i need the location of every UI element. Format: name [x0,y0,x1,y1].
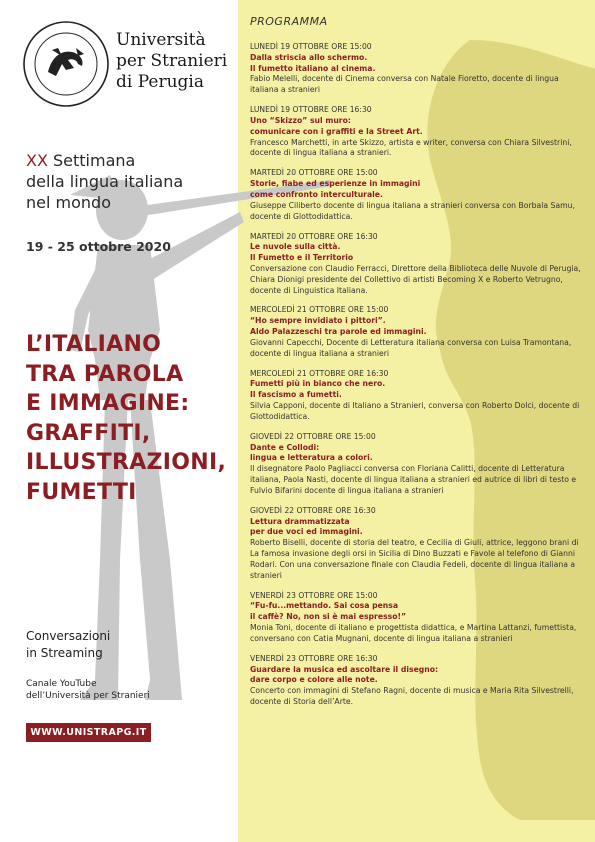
streaming-label [26,628,110,662]
event-title-line: “Ho sempre invidiato i pittori”. [250,316,386,326]
event-datetime: LUNEDÌ 19 OTTOBRE ORE 16:30 [250,105,372,115]
event-title-line: Le nuvole sulla città. [250,242,341,252]
university-name-line: per Stranieri [116,51,228,71]
event-datetime: VENERDÌ 23 OTTOBRE ORE 15:00 [250,590,378,600]
streaming-line: in Streaming [26,646,103,660]
event-description: Concerto con immagini di Stefano Ragni, docente di musica e Maria Rita Silvestrelli, docente di Storia dell’Arte. [250,686,574,706]
event-description: Il disegnatore Paolo Pagliacci conversa con Floriana Calitti, docente di Letteratura italiana, Paola Nasti, docente di lingua italiana a stranieri ed autrice di libri di testo e Fulvio Bifarini docente di lingua italiana a stranieri [250,464,577,495]
event-title-line: Fumetti più in bianco che nero. [250,379,386,389]
main-title [26,330,226,507]
program-event [250,591,585,645]
event-description: Roberto Biselli, docente di storia del teatro, e Cecilia di Giuli, attrice, leggono brani di La famosa invasione degli orsi in Sicilia di Dino Buzzati e Favole al telefono di Gianni Rodari. Con una conversazione finale con Claudia Fedeli, docente di lingua italiana a stranieri [250,538,579,580]
program-heading: PROGRAMMA [250,15,328,28]
event-title-line: per due voci ed immagini. [250,527,363,537]
channel-line: Canale YouTube [26,679,97,689]
event-datetime: GIOVEDÌ 22 OTTOBRE ORE 15:00 [250,431,376,441]
event-description: Silvia Capponi, docente di Italiano a Stranieri, conversa con Roberto Dolci, docente di Glottodidattica. [250,401,580,421]
program-event [250,42,585,96]
week-line: Settimana [47,151,136,170]
event-title-line: Lettura drammatizzata [250,516,350,526]
university-name-line: Università [116,30,206,50]
youtube-channel-label [26,678,150,702]
program-event [250,432,585,497]
event-description: Francesco Marchetti, in arte Skizzo, artista e writer, conversa con Chiara Silvestrini, docente di lingua italiana a stranieri. [250,137,572,158]
program-event [250,305,585,359]
title-line: E IMMAGINE: [26,391,190,416]
event-datetime: LUNEDÌ 19 OTTOBRE ORE 15:00 [250,42,372,51]
event-title-line: Il Fumetto e il Territorio [250,253,354,263]
week-heading [26,150,183,213]
event-title-line: Uno “Skizzo” sul muro: [250,115,351,125]
program-event [250,105,585,159]
event-title-line: lingua e letteratura a colori. [250,453,373,463]
event-description: Fabio Melelli, docente di Cinema conversa con Natale Fioretto, docente di lingua italiana a stranieri [250,74,559,95]
event-title-line: comunicare con i graffiti e la Street Art. [250,126,423,136]
university-name-line: di Perugia [116,72,204,92]
university-seal-icon [22,20,110,108]
event-datetime: MARTEDÌ 20 OTTOBRE ORE 16:30 [250,231,378,241]
event-datetime: MERCOLEDÌ 21 OTTOBRE ORE 15:00 [250,305,389,315]
week-line: nel mondo [26,193,111,212]
event-dates: 19 - 25 ottobre 2020 [26,239,171,254]
event-title-line: Il fumetto italiano al cinema. [250,63,376,73]
event-title-line: dare corpo e colore alle note. [250,675,378,685]
title-line: L’ITALIANO [26,332,162,357]
event-description: Monia Toni, docente di italiano e progettista didattica, e Martina Lattanzi, fumettista, conversano con Catia Mugnani, docente di lingua italiana a stranieri [250,622,577,643]
edition-number: XX [26,151,48,170]
event-title-line: Storie, fiabe ed esperienze in immagini [250,179,421,189]
program-list [250,42,585,717]
event-title-line: come confronto interculturale. [250,189,383,199]
title-line: TRA PAROLA [26,361,184,387]
title-line: ILLUSTRAZIONI, [26,450,227,475]
event-datetime: MARTEDÌ 20 OTTOBRE ORE 15:00 [250,168,378,178]
streaming-line: Conversazioni [26,629,111,643]
event-description: Giuseppe Ciliberto docente di lingua italiana a stranieri conversa con Borbala Samu, docente di Glottodidattica. [250,200,575,221]
title-line: GRAFFITI, [26,420,151,446]
event-description: Giovanni Capecchi, Docente di Letteratura italiana conversa con Luisa Tramontana, docente di lingua italiana a stranieri [250,337,572,358]
event-title-line: “Fu-fu...mettando. Sai cosa pensa [250,601,399,611]
university-name [116,30,227,93]
program-event [250,232,585,297]
event-title-line: Aldo Palazzeschi tra parole ed immagini. [250,327,427,337]
program-event [250,168,585,222]
program-event [250,369,585,423]
program-event [250,506,585,582]
event-datetime: VENERDÌ 23 OTTOBRE ORE 16:30 [250,653,378,663]
title-line: FUMETTI [26,479,137,505]
program-event [250,654,585,708]
week-line: della lingua italiana [26,172,184,191]
website-link[interactable]: WWW.UNISTRAPG.IT [26,723,151,742]
event-datetime: GIOVEDÌ 22 OTTOBRE ORE 16:30 [250,505,376,515]
event-description: Conversazione con Claudio Ferracci, Direttore della Biblioteca delle Nuvole di Perugia, Chiara Dionigi presidente del Collettivo di artisti Becoming X e Roberto Vetrugno, docente di Linguistica Italiana. [250,263,581,295]
channel-line: dell’Università per Stranieri [26,691,150,701]
event-datetime: MERCOLEDÌ 21 OTTOBRE ORE 16:30 [250,368,389,378]
event-title-line: Il fascismo a fumetti. [250,390,342,400]
event-title-line: Dalla striscia allo schermo. [250,52,368,62]
event-title-line: Guardare la musica ed ascoltare il disegno: [250,664,439,674]
event-title-line: Dante e Collodi: [250,442,320,452]
event-title-line: il caffè? No, non si è mai espresso!” [250,612,407,622]
